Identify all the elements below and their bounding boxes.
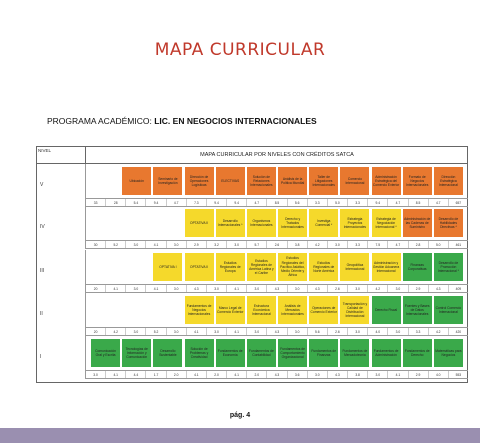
credit-value: 2.9	[187, 241, 207, 248]
credit-value: 4.1	[388, 371, 408, 378]
course-cell: Operaciones de Comercio Exterior	[308, 295, 339, 325]
credit-value: 2.0	[207, 371, 227, 378]
credit-value: 5.4	[126, 199, 146, 206]
credit-value: 3.2	[207, 241, 227, 248]
credit-value: 4.3	[308, 285, 328, 292]
credit-value: 3.0	[126, 328, 146, 335]
course-cell: Taller de Litigaciones Internacionales	[308, 166, 339, 196]
credit-value: 4.1	[106, 285, 126, 292]
table-main-header: MAPA CURRICULAR POR NIVELES CON CRÉDITOS SATCA	[86, 146, 468, 164]
course-cell: OPTATIVA II	[184, 252, 215, 282]
course-cell: Finanzas Corporativas	[402, 252, 433, 282]
credit-value: 1.7	[146, 371, 166, 378]
credit-value: 4.3	[267, 285, 287, 292]
course-cell: Comunicación Oral y Escrita	[90, 338, 121, 368]
credit-value: 4.1	[227, 328, 247, 335]
credit-value: 2.9	[409, 285, 429, 292]
credit-value: 3.0	[126, 241, 146, 248]
credits-strip	[86, 240, 468, 249]
credit-value: 409	[455, 287, 462, 291]
course-cell: Fundamentos de Negocios Internacionales	[184, 295, 215, 325]
credit-value: 2.6	[328, 328, 348, 335]
credit-value: 4.7	[388, 241, 408, 248]
credit-value: 4.1	[187, 371, 207, 378]
credit-value: 30	[86, 241, 106, 248]
program-name: LIC. EN NEGOCIOS INTERNACIONALES	[154, 116, 317, 126]
credit-value: 4.1	[187, 328, 207, 335]
credit-value: 5.7	[247, 241, 267, 248]
course-cell: Comercio Internacional	[339, 166, 370, 196]
bottom-decorative-bar	[0, 428, 480, 443]
credit-value: 3.0	[288, 328, 308, 335]
credit-value: 5.2	[146, 328, 166, 335]
course-cell: Administración y Gestión Aduanera Internacional	[371, 252, 402, 282]
credit-value: 3.0	[328, 241, 348, 248]
credit-value: 4.3	[328, 371, 348, 378]
page-number: pág. 4	[229, 412, 251, 419]
course-cell: Investiga Comercial *	[308, 208, 339, 238]
credit-value: 3.8	[348, 371, 368, 378]
course-cell: Geopolítica Internacional	[339, 252, 370, 282]
credit-value: 4.3	[429, 285, 449, 292]
credit-value: 4.4	[126, 371, 146, 378]
credit-value: 7.5	[368, 241, 388, 248]
course-cell: Administración de las Cadenas de Suministro	[402, 208, 433, 238]
program-prefix: PROGRAMA ACADÉMICO:	[47, 116, 152, 126]
level-label: I	[36, 336, 86, 379]
level-label: V	[36, 164, 86, 207]
credit-value: 20	[86, 285, 106, 292]
course-cell: Seminario de Investigación	[152, 166, 183, 196]
credit-value: 28	[106, 199, 126, 206]
credit-value: 3.0	[86, 371, 106, 378]
credit-value: 3.0	[167, 285, 187, 292]
credit-value: 5.6	[288, 199, 308, 206]
credit-value: 5.0	[429, 241, 449, 248]
credit-value: 8.5	[409, 199, 429, 206]
credit-value: 3.0	[167, 328, 187, 335]
credit-value: 3.3	[409, 328, 429, 335]
credit-value: 5.6	[308, 328, 328, 335]
credit-value: 4.7	[429, 199, 449, 206]
course-cell: Estudios Regionales de Europa	[215, 252, 246, 282]
credit-value: 2.8	[409, 241, 429, 248]
course-cell: Matemáticas para Negocios	[433, 338, 464, 368]
credit-value: 2.0	[167, 371, 187, 378]
credit-value: 3.0	[207, 285, 227, 292]
credit-value: 9.4	[146, 199, 166, 206]
course-cell: Organismos Internacionales	[246, 208, 277, 238]
level-label: II	[36, 293, 86, 336]
course-cell: Fundamentos de Finanzas	[308, 338, 339, 368]
course-cell: Estructura Económica Internacional	[246, 295, 277, 325]
credit-value: 4.1	[227, 371, 247, 378]
credit-value: 4.1	[227, 285, 247, 292]
credit-value: 3.6	[288, 371, 308, 378]
credits-strip	[86, 284, 468, 293]
credit-value: 4.0	[429, 371, 449, 378]
credit-value: 4.2	[368, 285, 388, 292]
credit-value: 657	[455, 201, 462, 205]
credit-value: 3.0	[368, 371, 388, 378]
credit-value: 2.9	[409, 371, 429, 378]
credit-value: 4.1	[146, 285, 166, 292]
credit-value: 3.0	[227, 241, 247, 248]
credit-value: 2.6	[267, 241, 287, 248]
page-title: MAPA CURRICULAR	[154, 40, 326, 60]
credit-value: 3.3	[308, 199, 328, 206]
course-cell: Tecnologías de Información y Comunicación	[121, 338, 152, 368]
credit-value: 4.3	[267, 328, 287, 335]
credit-value: 4.1	[106, 371, 126, 378]
credit-value: 9.4	[227, 199, 247, 206]
credit-value: 3.0	[247, 328, 267, 335]
course-cell: Desarrollo Sustentable	[152, 338, 183, 368]
credit-value: 3.0	[348, 285, 368, 292]
level-label: IV	[36, 206, 86, 249]
course-cell: Derecho y Tratados Internacionales	[277, 208, 308, 238]
credit-value: 553	[455, 373, 462, 377]
course-cell: OPTATIVA I	[152, 252, 183, 282]
credit-value: 9.4	[207, 199, 227, 206]
course-cell: Solución de Relaciones Internacionales	[246, 166, 277, 196]
credit-value: 2.6	[328, 285, 348, 292]
course-cell: Estudios Regionales del Pacífico Asiático, Medio Oriente y África	[277, 252, 308, 282]
course-cell: Estudios Regionales de Norte América	[308, 252, 339, 282]
credit-value: 3.0	[288, 285, 308, 292]
credit-value: 4.3	[187, 285, 207, 292]
credit-value: 3.0	[207, 328, 227, 335]
course-cell: Fundamentos de Mercadotecnia	[339, 338, 370, 368]
course-cell: Fundamentos de Comportamiento Organizacional	[277, 338, 308, 368]
credit-value: 4.2	[429, 328, 449, 335]
course-cell: Fuentes y Bases de Datos Internacionales	[402, 295, 433, 325]
course-cell: Administración Estratégica del Comercio Exterior	[371, 166, 402, 196]
credit-value: 5.2	[106, 241, 126, 248]
credit-value: 9.4	[368, 199, 388, 206]
course-cell: Estrategia Proyectos Internacionales	[339, 208, 370, 238]
credit-value: 3.0	[167, 241, 187, 248]
course-cell: Dirección de Operaciones Logísticas	[184, 166, 215, 196]
credit-value: 5.0	[328, 199, 348, 206]
nivel-header: NIVEL	[36, 146, 86, 164]
credit-value: 4.2	[308, 241, 328, 248]
course-cell: Desarrollo de Promoción Internacional *	[433, 252, 464, 282]
course-cell: OPTATIVA II	[184, 208, 215, 238]
credits-strip	[86, 370, 468, 379]
course-cell: Estrategia de Negociación Internacional *	[371, 208, 402, 238]
credits-strip	[86, 327, 468, 336]
credit-value: 420	[455, 330, 462, 334]
course-cell: Marco Legal de Comercio Exterior	[215, 295, 246, 325]
course-cell: Desarrollo Internacionales *	[215, 208, 246, 238]
course-cell: Fundamentos de Derecho	[402, 338, 433, 368]
credit-value: 4.7	[388, 199, 408, 206]
course-cell: Derecho Fiscal	[371, 295, 402, 325]
course-cell: Análisis de la Política Mundial	[277, 166, 308, 196]
course-cell: Desarrollo de Habilidades Directivas *	[433, 208, 464, 238]
credits-strip	[86, 198, 468, 207]
course-cell: Transportación y Calidad de Distribución Internacional	[339, 295, 370, 325]
credit-value: 3.0	[247, 285, 267, 292]
credit-value: 8.5	[267, 199, 287, 206]
credit-value: 20	[86, 328, 106, 335]
credit-value: 3.3	[348, 241, 368, 248]
credit-value: 4.1	[146, 241, 166, 248]
credit-value: 3.8	[288, 241, 308, 248]
credit-value: 3.3	[348, 199, 368, 206]
credit-value: 4.7	[167, 199, 187, 206]
credit-value: 4.7	[247, 199, 267, 206]
credit-value: 4.0	[368, 328, 388, 335]
credit-value: 3.0	[388, 285, 408, 292]
course-cell: ELECTIVAS	[215, 166, 246, 196]
credit-value: 461	[455, 243, 462, 247]
course-cell: Fundamentos de Economía	[215, 338, 246, 368]
course-cell: Análisis de Mercados Internacionales	[277, 295, 308, 325]
credit-value: 4.2	[106, 328, 126, 335]
credit-value: 2.0	[247, 371, 267, 378]
course-cell: Estudios Regionales de América Latina y el Caribe	[246, 252, 277, 282]
course-cell: Solución de Problemas y Creatividad	[184, 338, 215, 368]
course-cell: Dirección Estratégica Internacional	[433, 166, 464, 196]
credit-value: 3.0	[126, 285, 146, 292]
course-cell: Ubicación	[121, 166, 152, 196]
credit-value: 4.3	[267, 371, 287, 378]
course-cell: Fundamentos de Contabilidad	[246, 338, 277, 368]
course-cell: Formato de Negocios Internacionales	[402, 166, 433, 196]
course-cell: Fundamentos de Administración	[371, 338, 402, 368]
credit-value: 3.0	[388, 328, 408, 335]
credit-value: 3.0	[308, 371, 328, 378]
course-cell: Control Comercio Internacional	[433, 295, 464, 325]
program-line	[47, 116, 317, 126]
credit-value: 33	[86, 199, 106, 206]
credit-value: 7.3	[187, 199, 207, 206]
credit-value: 3.0	[348, 328, 368, 335]
level-label: III	[36, 250, 86, 293]
